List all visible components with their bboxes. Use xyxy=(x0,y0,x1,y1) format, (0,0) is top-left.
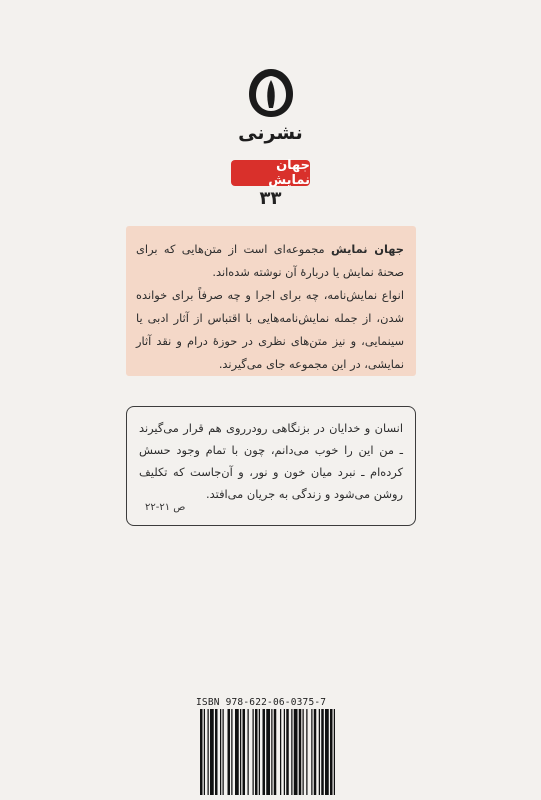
isbn-text: ISBN 978-622-06-0375-7 xyxy=(196,697,327,708)
intro-paragraph-2: انواع نمایش‌نامه، چه برای اجرا و چه صرفاً برای خوانده شدن، از جمله نمایش‌نامه‌هایی با اقتباس از آثار ادبی یا سینمایی، و نیز متن‌های نظری در حوزهٔ درام و نقد آثار نمایشی، در این مجموعه جای می‌گیرند. xyxy=(136,288,404,371)
publisher-logo-icon xyxy=(247,67,295,119)
quote-page-reference: ص ۲۱-۲۲ xyxy=(145,502,186,513)
series-description-box xyxy=(126,226,416,376)
series-number: ۳۳ xyxy=(259,188,282,209)
quote-text: انسان و خدایان در بزنگاهی رودرروی هم قرار می‌گیرند ـ من این را خوب می‌دانم، چون با تمام وجود حسش کرده‌ام ـ نبرد میان خون و نور، و آن‌جاست که تکلیف روشن می‌شود و زندگی به جریان می‌افتد. xyxy=(139,421,403,501)
series-name: جهان نمایش xyxy=(268,158,310,188)
intro-lead: جهان نمایش xyxy=(331,242,405,256)
publisher-name: نشرنی xyxy=(238,122,303,144)
intro-paragraph-1-text: مجموعه‌ای است از متن‌هایی که برای صحنهٔ نمایش یا دربارهٔ آن نوشته شده‌اند. xyxy=(136,242,404,279)
series-badge xyxy=(231,160,310,186)
barcode xyxy=(198,709,382,795)
intro-paragraph-1 xyxy=(136,238,404,284)
quote-box xyxy=(126,406,416,526)
